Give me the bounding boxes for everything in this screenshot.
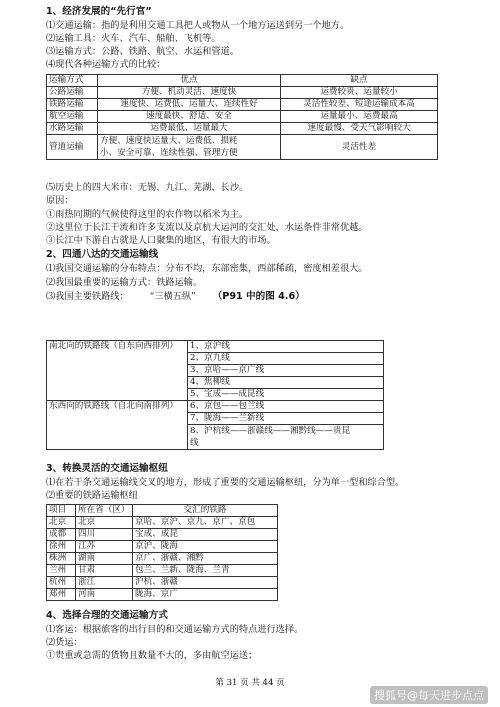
railway-hub-table [46, 504, 278, 601]
text-line: ⑸历史上的四大米市：无锡、九江、芜湖、长沙。 [46, 182, 249, 193]
table-row [47, 541, 278, 553]
text-line: ③长江中下游自古就是人口聚集的地区，有很大的市场。 [46, 235, 276, 246]
figure-reference: （P91 中的图 4.6） [212, 291, 305, 302]
cell-line: 线 [190, 438, 199, 448]
table-cell: 京广、浙赣、湘黔 [133, 553, 278, 565]
table-cell: 北京 [47, 517, 76, 529]
table-cell [98, 135, 281, 160]
text-line: ⑴交通运输：指的是利用交通工具把人或物从一个地方运送到另一个地方。 [46, 20, 350, 31]
watermark: 搜狐号@每天进步点点 [370, 686, 488, 704]
page-footer: 第 31 页 共 44 页 [215, 678, 285, 688]
section-1-title: 1、经济发展的“先行官” [46, 6, 152, 17]
table-cell: 株洲 [47, 553, 76, 565]
table-cell: 运费最低、运量最大 [98, 123, 281, 135]
text-line: ⑵运输工具：火车、汽车、船舶、飞机等。 [46, 33, 221, 44]
text-line: ⑵我国最重要的运输方式：铁路运输。 [46, 277, 203, 288]
cell-line: 方便、速度快运量大、运费低、损耗 [100, 136, 238, 146]
section-2-title: 2、四通八达的交通运输线 [46, 249, 159, 260]
table-header: 运输方式 [47, 75, 98, 87]
table-header: 交汇的铁路 [133, 505, 278, 517]
table-cell: 包兰、兰新、陇海、兰青 [133, 565, 278, 577]
table-cell: 浙江 [76, 577, 133, 589]
text-line: ⑵货运： [46, 637, 83, 648]
section-3-title: 3、转换灵活的交通运输枢纽 [46, 463, 168, 474]
table-cell: 兰州 [47, 565, 76, 577]
table-cell: 航空运输 [47, 111, 98, 123]
table-cell: 方便、机动灵活、速度快 [98, 87, 281, 99]
table-cell: 徐州 [47, 541, 76, 553]
table-header: 所在省（区） [76, 505, 133, 517]
table-row [47, 135, 438, 160]
table-cell: 运费较贵、运量较小 [281, 87, 438, 99]
table-cell: 杭州 [47, 577, 76, 589]
table-cell: 5、宝成——成昆线 [188, 389, 384, 401]
table-row [47, 123, 438, 135]
text-span: “三横五纵” [149, 291, 196, 302]
table-cell: 水路运输 [47, 123, 98, 135]
table-cell: 东西向的铁路线（自北向南排列） [47, 401, 188, 450]
table-cell: 成都 [47, 529, 76, 541]
text-line: ⑷现代各种运输方式的比较： [46, 59, 166, 70]
table-header: 缺点 [281, 75, 438, 87]
table-cell: 2、京九线 [188, 353, 384, 365]
table-cell: 陇海、京广 [133, 589, 278, 601]
text-line: ⑵重要的铁路运输枢纽 [46, 490, 138, 501]
transport-comparison-table [46, 74, 438, 160]
table-cell: 江苏 [76, 541, 133, 553]
table-cell: 运量最小、运费最高 [281, 111, 438, 123]
table-cell: 甘肃 [76, 565, 133, 577]
table-row [47, 577, 278, 589]
cell-line: 小、安全可靠、连续性强、管理方便 [100, 148, 238, 158]
table-cell: 4、焦柳线 [188, 377, 384, 389]
table-cell: 6、京包——包兰线 [188, 401, 384, 413]
table-cell: 郑州 [47, 589, 76, 601]
table-cell: 3、京哈——京广线 [188, 365, 384, 377]
table-cell: 灵活性较差、短途运输成本高 [281, 99, 438, 111]
table-cell: 1、京沪线 [188, 341, 384, 353]
table-cell: 河南 [76, 589, 133, 601]
text-line: ⑴客运：根据旅客的出行目的和交通运输方式的特点进行选择。 [46, 624, 304, 635]
table-cell: 管道运输 [47, 135, 98, 160]
table-cell: 南北向的铁路线（自东向西排列） [47, 341, 188, 401]
text-line [46, 291, 305, 303]
cell-line: 8、沪杭线——浙赣线——湘黔线——贵昆 [190, 426, 351, 436]
text-line: ⑶运输方式：公路、铁路、航空、水运和管道。 [46, 46, 239, 57]
table-cell: 湖南 [76, 553, 133, 565]
text-line: ⑴我国交通运输的分布特点：分布不均，东部密集，西部稀疏，密度相差很大。 [46, 263, 368, 274]
table-cell: 铁路运输 [47, 99, 98, 111]
table-cell: 速度最快、舒适、安全 [98, 111, 281, 123]
table-cell: 四川 [76, 529, 133, 541]
text-line: ②这里位于长江干流和许多支流以及京杭大运河的交汇处，水运条件非常优越。 [46, 222, 368, 233]
text-span: ⑶我国主要铁路线： [46, 291, 129, 302]
table-header: 优点 [98, 75, 281, 87]
table-cell: 7、陇海——兰新线 [188, 413, 384, 425]
table-row [47, 505, 278, 517]
table-cell: 速度快、运费低、运量大、连续性好 [98, 99, 281, 111]
railway-lines-table [46, 340, 384, 450]
text-line: ①贵重或急需的货物且数量不大的，多由航空运送； [46, 650, 258, 661]
text-line: ①雨热同期的气候使得这里的农作物以稻米为主。 [46, 209, 249, 220]
table-header: 项目 [47, 505, 76, 517]
table-row [47, 341, 384, 353]
table-row [47, 589, 278, 601]
text-line: ⑴在若干条交通运输线交叉的地方，形成了重要的交通运输枢纽，分为单一型和综合型。 [46, 477, 405, 488]
table-cell: 公路运输 [47, 87, 98, 99]
table-row [47, 87, 438, 99]
table-cell: 沪杭、浙赣 [133, 577, 278, 589]
table-cell: 京沪、陇海 [133, 541, 278, 553]
text-line: 原因： [46, 195, 74, 206]
table-cell: 灵活性差 [281, 135, 438, 160]
table-cell: 宝成、成昆 [133, 529, 278, 541]
table-row [47, 111, 438, 123]
table-row [47, 517, 278, 529]
table-cell: 京哈、京沪、京九、京广、京包 [133, 517, 278, 529]
table-row [47, 529, 278, 541]
table-row [47, 99, 438, 111]
table-cell [188, 425, 384, 450]
section-4-title: 4、选择合理的交通运输方式 [46, 610, 168, 621]
table-row [47, 401, 384, 413]
table-row [47, 553, 278, 565]
table-row [47, 565, 278, 577]
table-cell: 速度最慢、受天气影响较大 [281, 123, 438, 135]
table-cell: 北京 [76, 517, 133, 529]
